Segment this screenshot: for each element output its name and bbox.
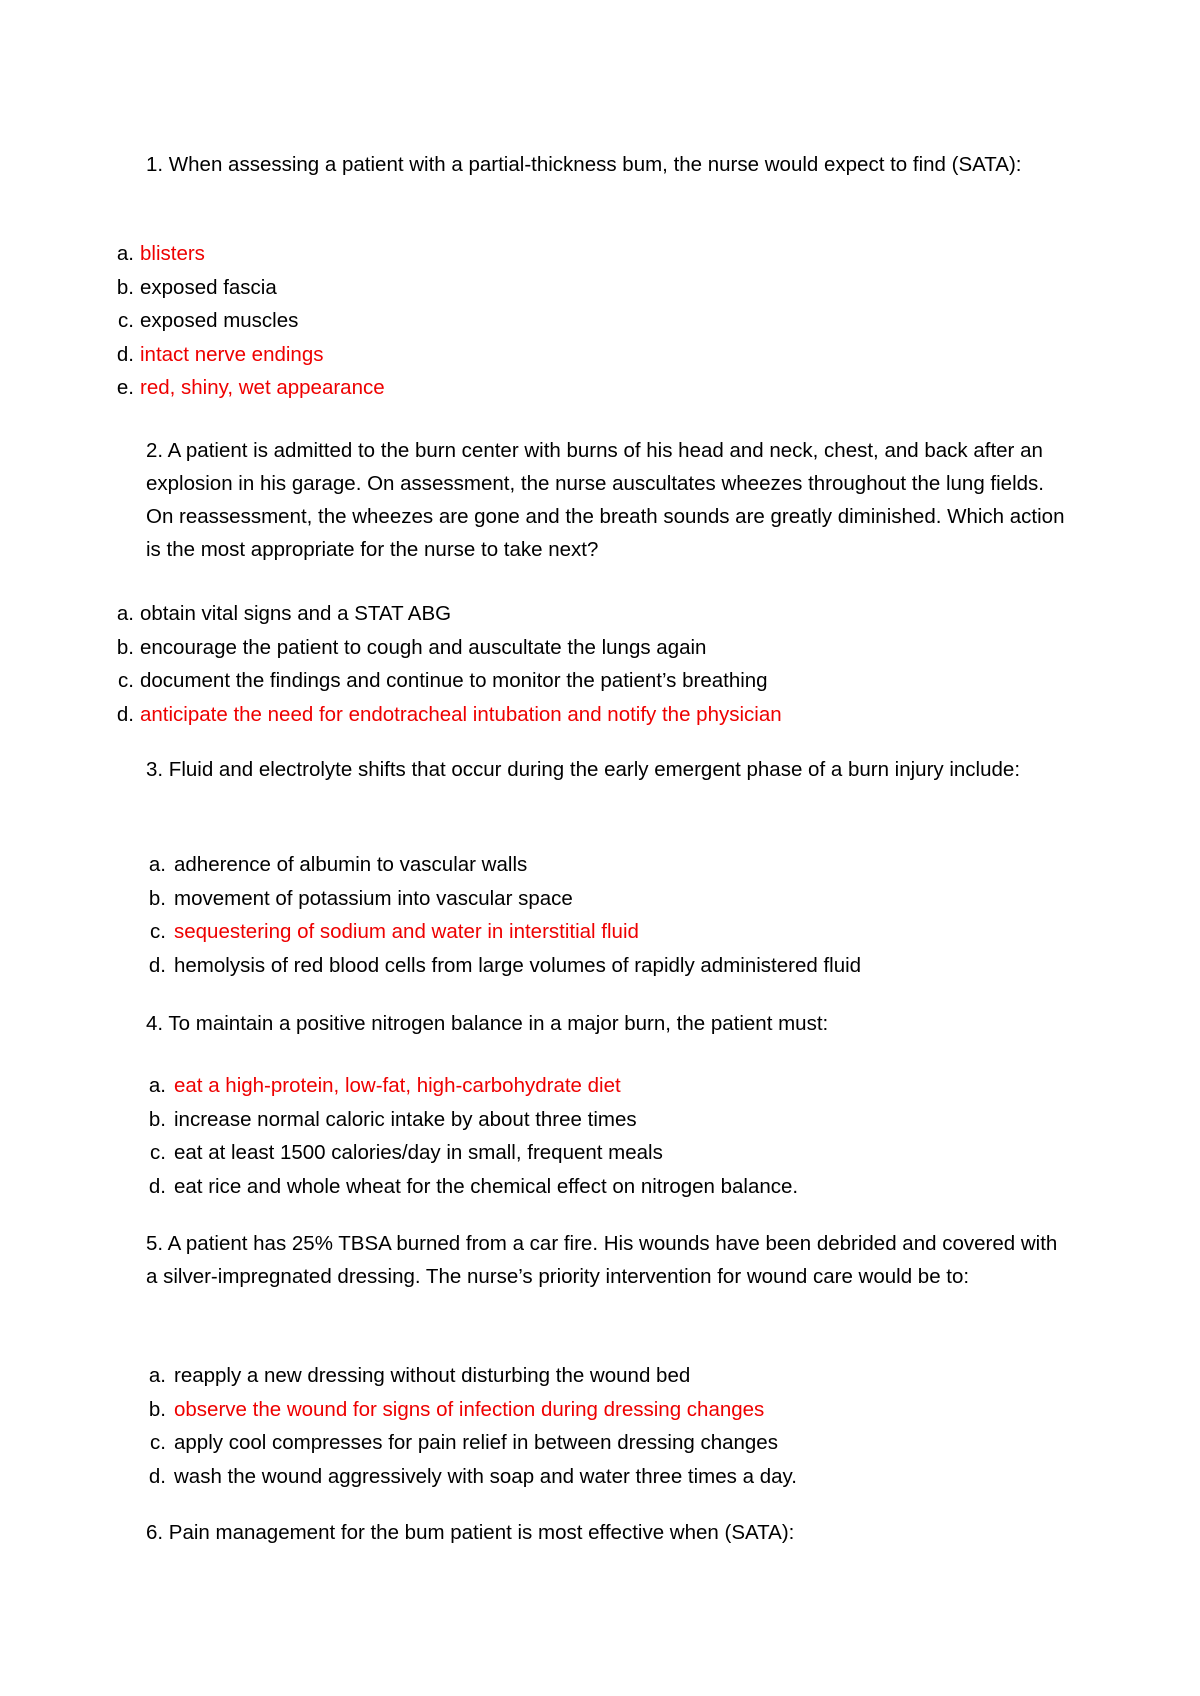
question-6-text: 6. Pain management for the bum patient is most effective when (SATA):	[146, 1521, 795, 1544]
option-marker: a.	[148, 1364, 166, 1387]
option-1d	[116, 338, 385, 372]
option-4c	[146, 1136, 798, 1170]
option-text: movement of potassium into vascular space	[174, 886, 573, 910]
option-marker: b.	[148, 886, 166, 910]
option-text: hemolysis of red blood cells from large volumes of rapidly administered fluid	[174, 953, 862, 977]
option-marker: b.	[116, 275, 134, 299]
option-3b	[146, 882, 861, 916]
option-3d	[146, 949, 861, 983]
option-text: encourage the patient to cough and auscultate the lungs again	[140, 635, 707, 659]
option-2a	[116, 597, 782, 631]
option-5d	[146, 1460, 797, 1494]
option-marker: e.	[116, 376, 134, 399]
option-5a	[146, 1359, 797, 1393]
option-1b	[116, 271, 385, 305]
option-text: exposed muscles	[140, 309, 299, 332]
option-1c	[120, 304, 385, 338]
option-2d	[116, 698, 782, 732]
option-text: intact nerve endings	[140, 342, 324, 366]
option-5b	[146, 1393, 797, 1427]
option-text: blisters	[140, 242, 205, 265]
option-text: sequestering of sodium and water in interstitial fluid	[174, 920, 639, 943]
option-text: observe the wound for signs of infection during dressing changes	[174, 1397, 765, 1421]
option-3c	[146, 915, 861, 949]
option-marker: b.	[148, 1107, 166, 1131]
question-3-text: 3. Fluid and electrolyte shifts that occur during the early emergent phase of a burn injury include:	[146, 758, 1021, 781]
question-1-options	[116, 237, 385, 405]
option-marker: c.	[118, 309, 134, 332]
option-text: eat rice and whole wheat for the chemical effect on nitrogen balance.	[174, 1174, 799, 1198]
option-4b	[146, 1103, 798, 1137]
option-5c	[146, 1426, 797, 1460]
option-marker: d.	[148, 1174, 166, 1198]
option-text: eat at least 1500 calories/day in small, frequent meals	[174, 1141, 663, 1164]
question-2-text: 2. A patient is admitted to the burn center with burns of his head and neck, chest, and back after an explosion in his garage. On assessment, the nurse auscultates wheezes throughout the lung fields. On reassessment, the wheezes are gone and the breath sounds are greatly diminished. Which action is the most appropriate for the nurse to take next?	[146, 439, 1065, 561]
option-marker: d.	[148, 953, 166, 977]
option-4d	[146, 1170, 798, 1204]
option-marker: c.	[150, 1431, 166, 1454]
option-1e	[116, 371, 385, 405]
option-text: reapply a new dressing without disturbing the wound bed	[174, 1364, 691, 1387]
option-4a	[146, 1069, 798, 1103]
option-marker: c.	[150, 1141, 166, 1164]
option-marker: a.	[148, 1074, 166, 1097]
question-2-options	[116, 597, 782, 731]
option-2c	[120, 664, 782, 698]
option-marker: d.	[116, 702, 134, 726]
option-text: apply cool compresses for pain relief in between dressing changes	[174, 1431, 778, 1454]
option-text: wash the wound aggressively with soap and water three times a day.	[174, 1464, 797, 1488]
option-text: document the findings and continue to monitor the patient’s breathing	[140, 669, 768, 692]
option-2b	[116, 631, 782, 665]
option-marker: a.	[116, 242, 134, 265]
option-marker: b.	[116, 635, 134, 659]
option-text: eat a high-protein, low-fat, high-carbohydrate diet	[174, 1074, 621, 1097]
question-1-text: 1. When assessing a patient with a partial-thickness bum, the nurse would expect to find (SATA):	[146, 153, 1022, 176]
question-5-text: 5. A patient has 25% TBSA burned from a car fire. His wounds have been debrided and covered with a silver-impregnated dressing. The nurse’s priority intervention for wound care would be to:	[146, 1232, 1058, 1288]
option-1a	[116, 237, 385, 271]
option-text: adherence of albumin to vascular walls	[174, 853, 528, 876]
option-marker: d.	[116, 342, 134, 366]
option-marker: d.	[148, 1464, 166, 1488]
option-text: obtain vital signs and a STAT ABG	[140, 602, 452, 625]
question-5-options	[146, 1359, 797, 1493]
option-marker: a.	[148, 853, 166, 876]
option-text: anticipate the need for endotracheal intubation and notify the physician	[140, 702, 782, 726]
option-text: red, shiny, wet appearance	[140, 376, 385, 399]
option-text: exposed fascia	[140, 275, 277, 299]
option-marker: c.	[118, 669, 134, 692]
question-3-options	[146, 848, 861, 982]
question-4-text: 4. To maintain a positive nitrogen balance in a major burn, the patient must:	[146, 1012, 829, 1035]
option-marker: a.	[116, 602, 134, 625]
question-4-options	[146, 1069, 798, 1203]
option-3a	[146, 848, 861, 882]
option-marker: c.	[150, 920, 166, 943]
option-text: increase normal caloric intake by about three times	[174, 1107, 637, 1131]
option-marker: b.	[148, 1397, 166, 1421]
